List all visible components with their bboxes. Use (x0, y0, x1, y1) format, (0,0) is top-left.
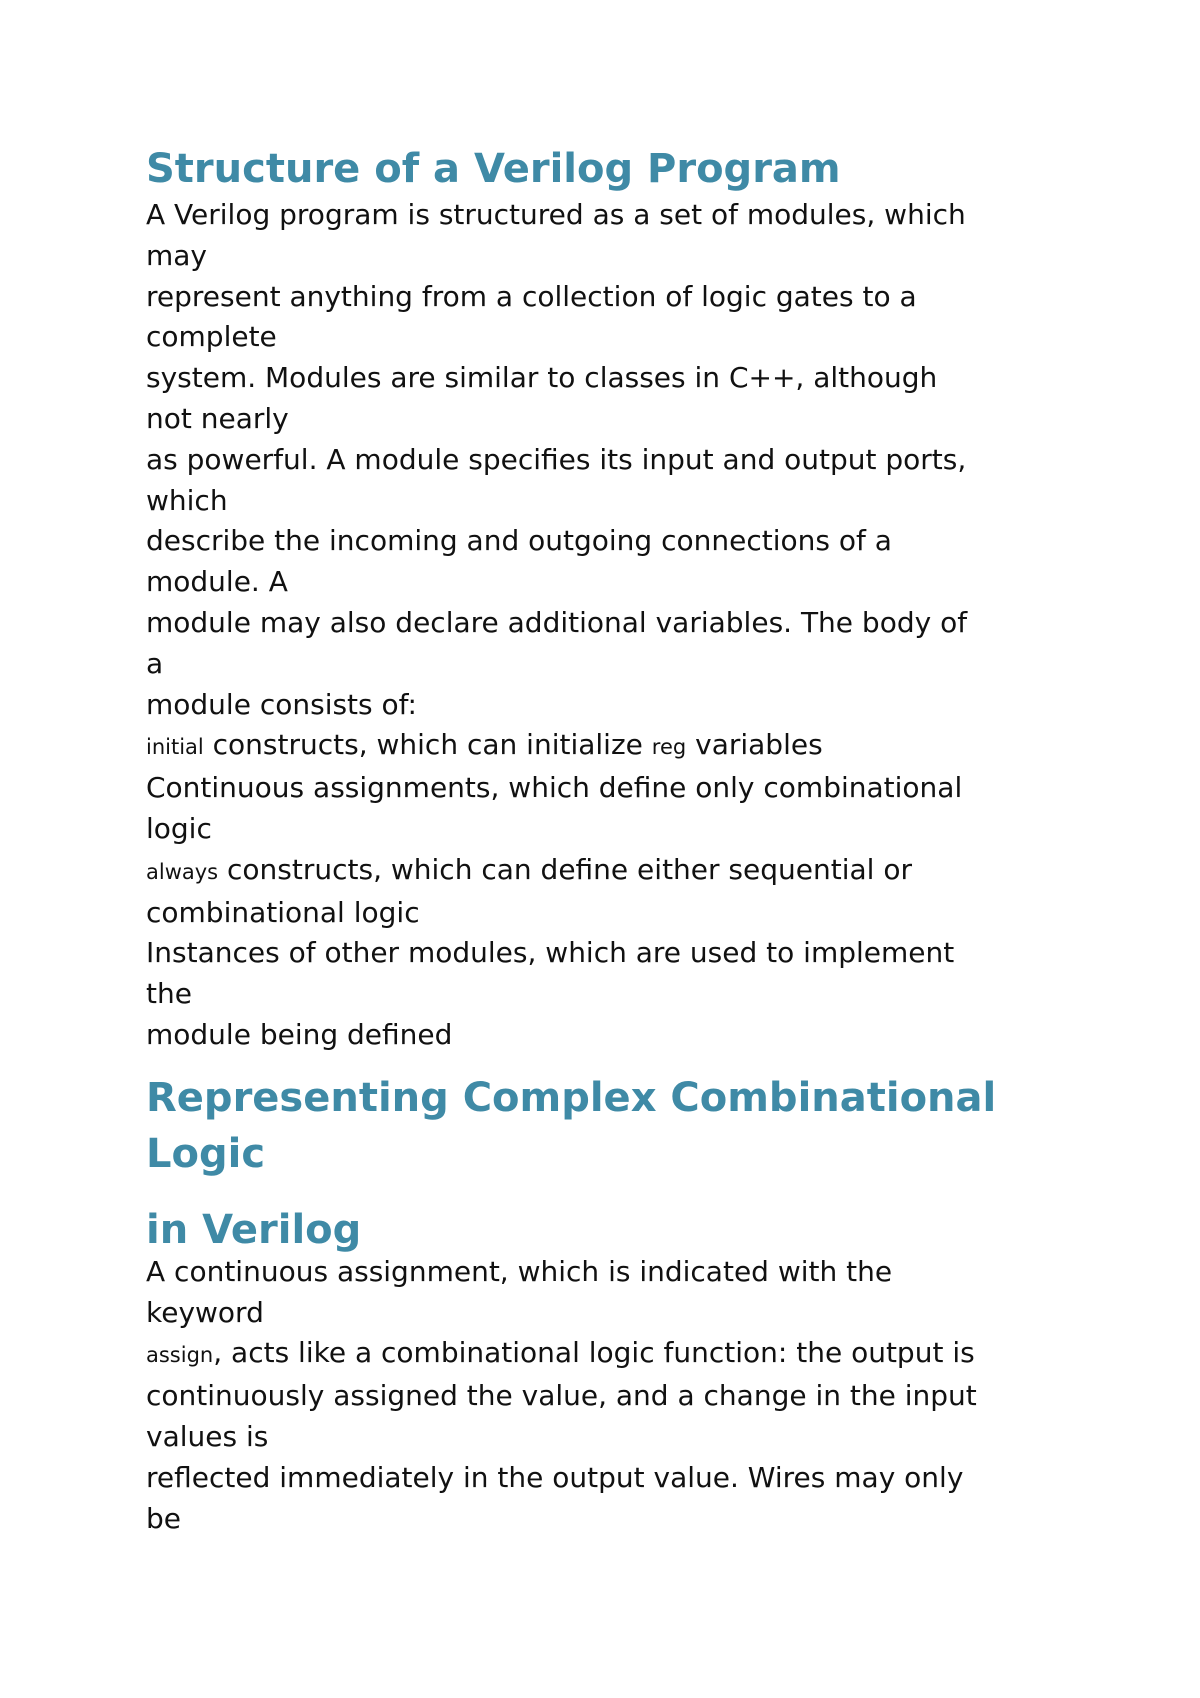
heading-line: in Verilog (146, 1206, 362, 1253)
keyword-reg: reg (651, 735, 687, 760)
section-heading-structure: Structure of a Verilog Program (146, 146, 841, 192)
list-item-initial (146, 725, 1076, 768)
text-line: reflected immediately in the output value. Wires may only (146, 1460, 964, 1494)
list-item-always (146, 850, 1076, 893)
text-line: complete (146, 320, 277, 354)
text-line: values is (146, 1419, 269, 1453)
item-text: , acts like a combinational logic function: the output is (213, 1336, 975, 1370)
text-line: module consists of: (146, 687, 417, 721)
heading-line: Representing Complex Combinational (146, 1074, 997, 1121)
paragraph-structure (146, 195, 1076, 1056)
item-text: constructs, which can define either sequential or (218, 852, 912, 886)
text-line: module being defined (146, 1017, 453, 1051)
heading-line: Logic (146, 1130, 266, 1177)
item-text: constructs, which can initialize (203, 728, 652, 762)
text-line: logic (146, 811, 212, 845)
text-line: which (146, 483, 228, 517)
text-line: continuously assigned the value, and a change in the input (146, 1379, 977, 1413)
text-line: module. A (146, 565, 288, 599)
text-line: describe the incoming and outgoing connections of a (146, 524, 892, 558)
item-text: variables (686, 728, 823, 762)
text-line: module may also declare additional variables. The body of (146, 605, 968, 639)
text-line: system. Modules are similar to classes in C++, although (146, 361, 938, 395)
text-line: not nearly (146, 401, 289, 435)
text-line: may (146, 238, 208, 272)
paragraph-combinational (146, 1252, 1076, 1540)
text-line: combinational logic (146, 895, 420, 929)
text-line: Instances of other modules, which are used to implement (146, 936, 955, 970)
text-line: as powerful. A module specifies its input and output ports, (146, 442, 967, 476)
text-line: a (146, 646, 164, 680)
text-line: A continuous assignment, which is indicated with the (146, 1254, 893, 1288)
list-item-assign (146, 1333, 1076, 1376)
text-line: represent anything from a collection of logic gates to a (146, 279, 917, 313)
keyword-always: always (146, 859, 219, 884)
section-heading-combinational (146, 1070, 1076, 1258)
text-line: the (146, 977, 192, 1011)
text-line: A Verilog program is structured as a set of modules, which (146, 198, 966, 231)
document-body (146, 140, 1076, 1539)
text-line: be (146, 1501, 181, 1535)
text-line: Continuous assignments, which define only combinational (146, 771, 963, 805)
keyword-initial: initial (146, 735, 204, 760)
text-line: keyword (146, 1295, 264, 1329)
keyword-assign: assign (146, 1343, 214, 1368)
